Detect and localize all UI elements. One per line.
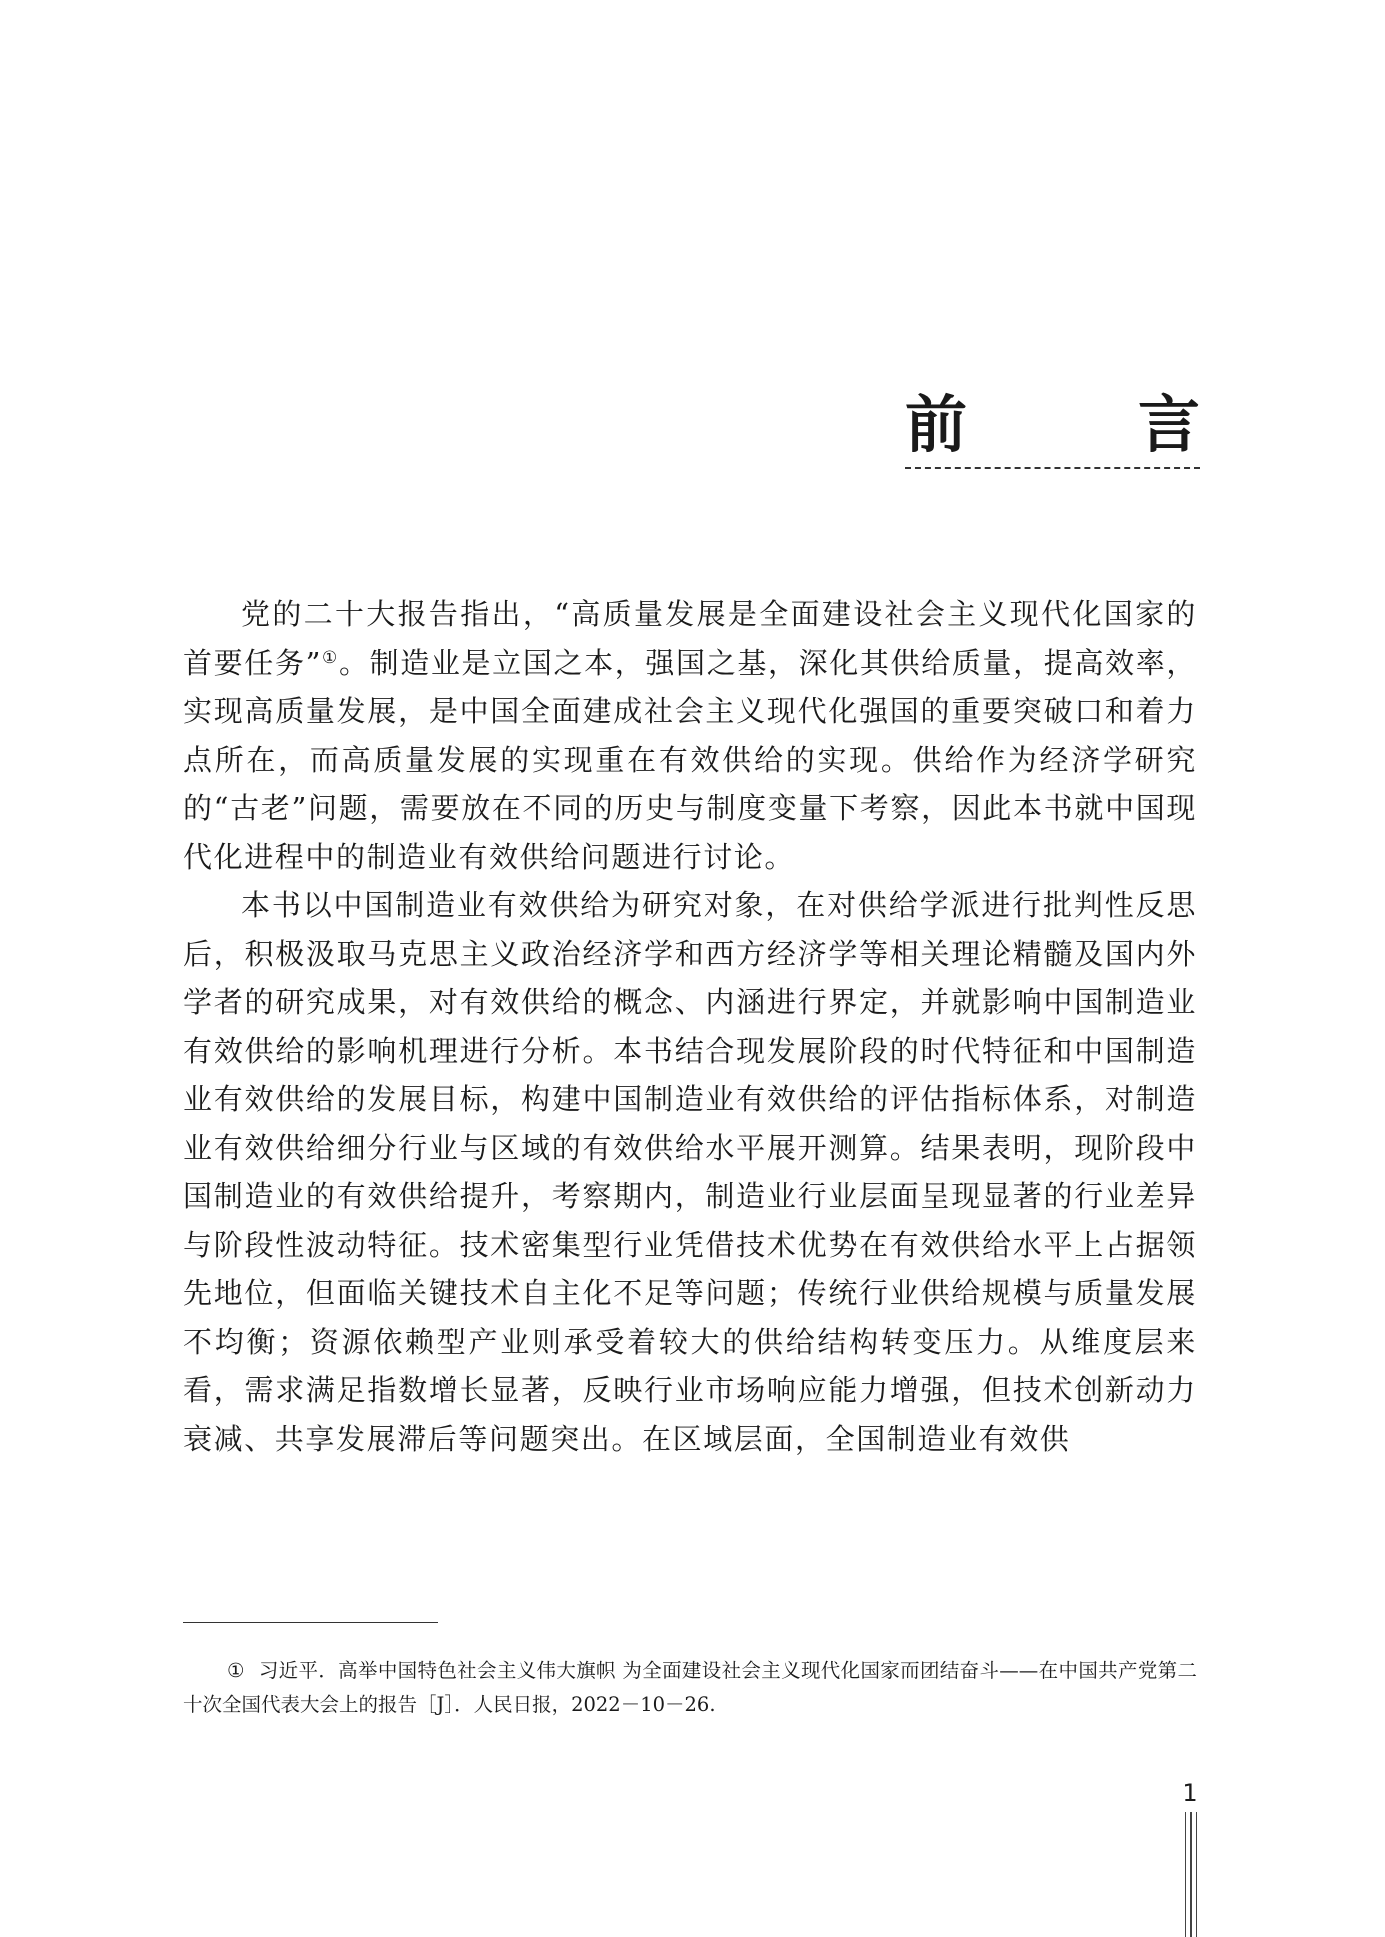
edge-line — [1196, 1812, 1198, 1937]
footnote-mark: ① — [227, 1659, 245, 1682]
title-dashed-rule — [905, 467, 1200, 469]
paragraph-text: 。制造业是立国之本，强国之基，深化其供给质量，提高效率，实现高质量发展，是中国全面建成社会主义现代化强国的重要突破口和着力点所在，而高质量发展的实现重在有效供给的实现。供给作为经济学研究的“古老”问题，需要放在不同的历史与制度变量下考察，因此本书就中国现代化进程中的制造业有效供给问题进行讨论。 — [183, 645, 1197, 874]
chapter-title — [905, 385, 1200, 465]
footnote-reference: ① — [322, 647, 339, 668]
paragraph — [183, 590, 1197, 881]
edge-line — [1185, 1812, 1187, 1937]
paragraph: 本书以中国制造业有效供给为研究对象，在对供给学派进行批判性反思后，积极汲取马克思主义政治经济学和西方经济学等相关理论精髓及国内外学者的研究成果，对有效供给的概念、内涵进行界定，并就影响中国制造业有效供给的影响机理进行分析。本书结合现发展阶段的时代特征和中国制造业有效供给的发展目标，构建中国制造业有效供给的评估指标体系，对制造业有效供给细分行业与区域的有效供给水平展开测算。结果表明，现阶段中国制造业的有效供给提升，考察期内，制造业行业层面呈现显著的行业差异与阶段性波动特征。技术密集型行业凭借技术优势在有效供给水平上占据领先地位，但面临关键技术自主化不足等问题；传统行业供给规模与质量发展不均衡；资源依赖型产业则承受着较大的供给结构转变压力。从维度层来看，需求满足指数增长显著，反映行业市场响应能力增强，但技术创新动力衰减、共享发展滞后等问题突出。在区域层面，全国制造业有效供 — [183, 888, 1197, 1456]
paragraph-text: 党的二十大报告指出，“高质量发展是全面建设社会主义现代化国家的首要任务” — [183, 597, 1197, 680]
edge-line — [1190, 1812, 1192, 1937]
body-text — [183, 590, 1197, 1463]
footnote-text: 习近平．高举中国特色社会主义伟大旗帜 为全面建设社会主义现代化国家而团结奋斗——在中国共产党第二十次全国代表大会上的报告［J］．人民日报，2022－10－26. — [183, 1659, 1197, 1716]
footnote — [183, 1654, 1197, 1722]
chapter-title-char: 言 — [1137, 388, 1200, 461]
page-number: 1 — [1182, 1779, 1198, 1807]
page-edge-lines — [1181, 1812, 1201, 1937]
footnote-rule — [183, 1622, 438, 1623]
chapter-title-char: 前 — [905, 388, 968, 461]
